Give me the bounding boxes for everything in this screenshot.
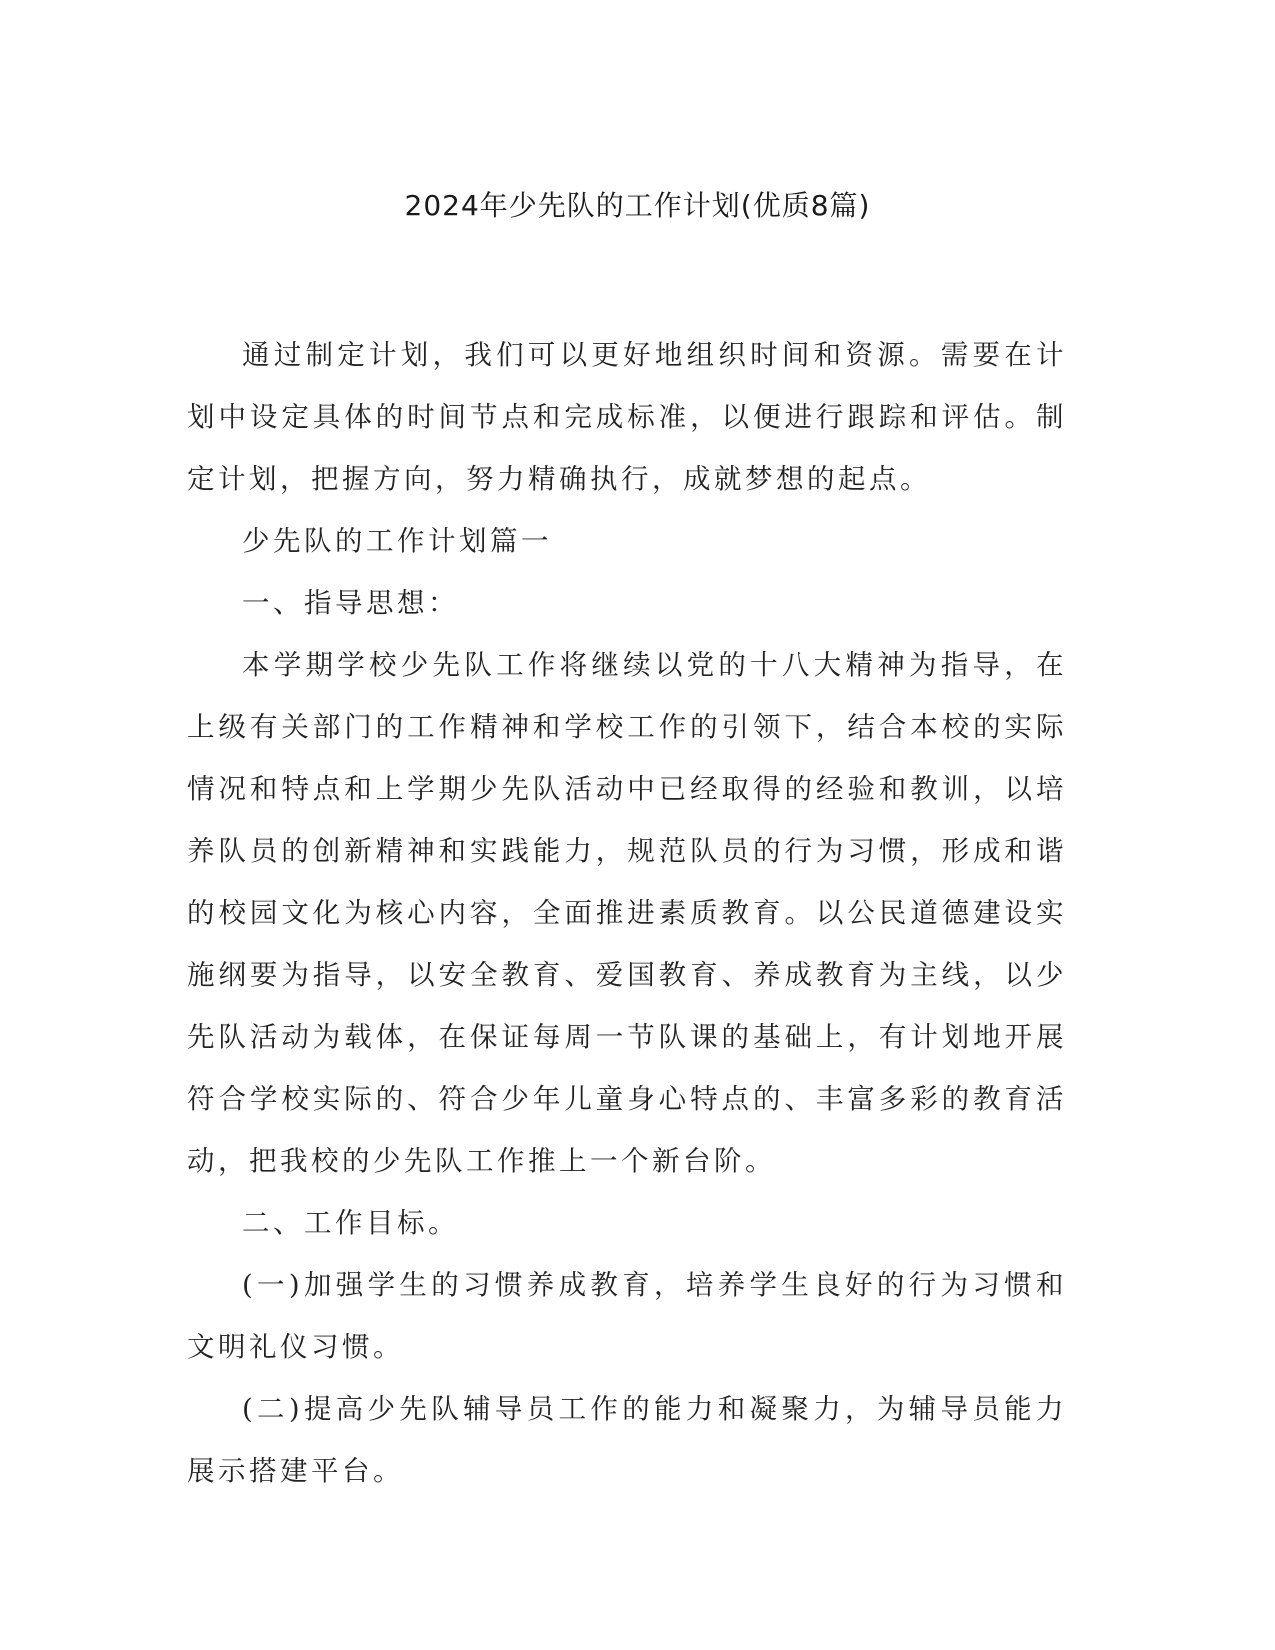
body-paragraph: 本学期学校少先队工作将继续以党的十八大精神为指导，在上级有关部门的工作精神和学校工作的引领下，结合本校的实际情况和特点和上学期少先队活动中已经取得的经验和教训，以培养队员的创新精神和实践能力，规范队员的行为习惯，形成和谐的校园文化为核心内容，全面推进素质教育。以公民道德建设实施纲要为指导，以安全教育、爱国教育、养成教育为主线，以少先队活动为载体，在保证每周一节队课的基础上，有计划地开展符合学校实际的、符合少年儿童身心特点的、丰富多彩的教育活动，把我校的少先队工作推上一个新台阶。 [187, 649, 1067, 1177]
subsection-heading: 二、工作目标。 [242, 1207, 459, 1239]
list-item: (一)加强学生的习惯养成教育，培养学生良好的行为习惯和文明礼仪习惯。 [187, 1269, 1067, 1363]
document-title: 2024年少先队的工作计划(优质8篇) [404, 189, 871, 222]
section-heading: 少先队的工作计划篇一 [242, 525, 552, 557]
list-item: (二)提高少先队辅导员工作的能力和凝聚力，为辅导员能力展示搭建平台。 [187, 1393, 1067, 1487]
subsection-heading: 一、指导思想： [242, 587, 459, 619]
intro-paragraph: 通过制定计划，我们可以更好地组织时间和资源。需要在计划中设定具体的时间节点和完成标准，以便进行跟踪和评估。制定计划，把握方向，努力精确执行，成就梦想的起点。 [187, 339, 1067, 495]
document-body [187, 324, 1067, 1502]
